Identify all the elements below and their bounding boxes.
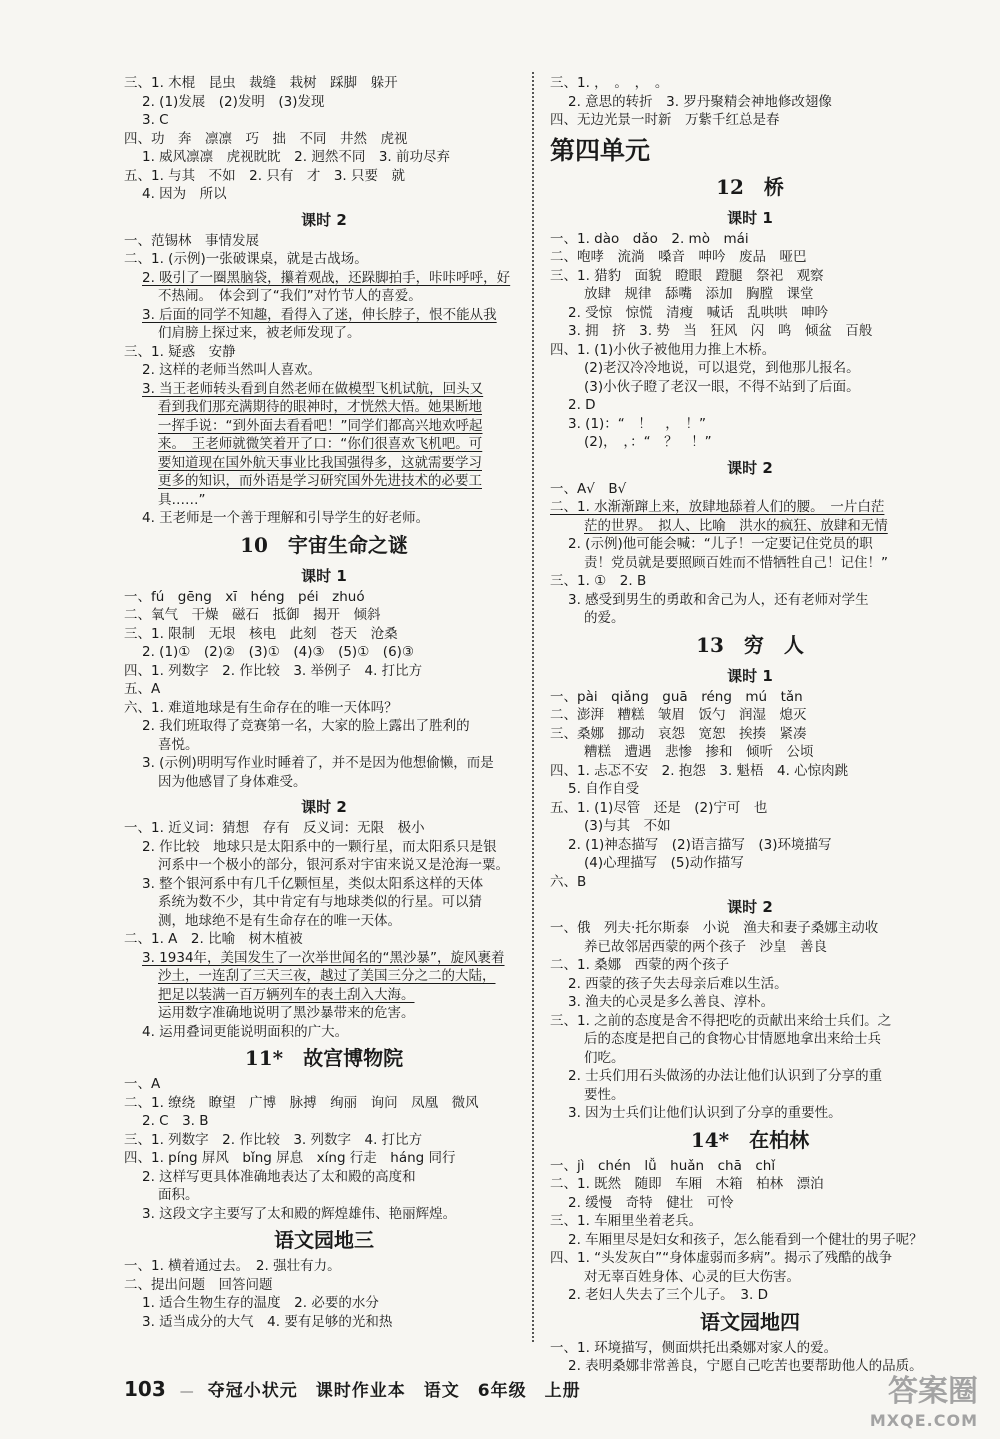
answer-line: 2. D <box>568 397 596 413</box>
section-heading: 11* 故宫博物院 <box>244 1046 404 1070</box>
answer-line: 五、1. (1)尽管 还是 (2)宁可 也 <box>550 799 768 816</box>
answer-line: 糟糕 遭遇 悲惨 掺和 倾听 公顷 <box>584 744 814 760</box>
answer-line: 一、fú gēng xī héng péi zhuó <box>124 588 365 605</box>
answer-line: 后的态度是把自己的食物心甘情愿地拿出来给士兵 <box>584 1031 881 1047</box>
answer-line: 一、A <box>124 1076 161 1092</box>
answer-line: 一、1. dào dǎo 2. mò mái <box>550 230 749 247</box>
answer-line: 3. 适当成分的大气 4. 要有足够的光和热 <box>142 1313 393 1330</box>
section-heading: 13 穷 人 <box>696 632 804 657</box>
answer-line: 三、1. 之前的态度是舍不得把吃的贡献出来给士兵们。之 <box>550 1012 892 1029</box>
answer-line: 3. C <box>142 112 169 128</box>
answer-line: 2. 西蒙的孩子失去母亲后难以生活。 <box>568 975 788 992</box>
answer-line: 四、1. “头发灰白”“身体虚弱而多病”。揭示了残酷的战争 <box>550 1250 893 1266</box>
section-heading: 语文园地三 <box>274 1228 374 1252</box>
answer-line: 四、1. 忐忑不安 2. 抱怨 3. 魁梧 4. 心惊肉跳 <box>550 762 849 779</box>
answer-line: (3)小伙子瞪了老汉一眼，不得不站到了后面。 <box>584 378 860 395</box>
answer-line: 2. 老妇人失去了三个儿子。 3. D <box>568 1287 768 1303</box>
answer-line: 4. 运用叠词更能说明面积的广大。 <box>142 1023 349 1040</box>
answer-line: 3. 拥 挤 3. 势 当 狂风 闪 鸣 倾盆 百般 <box>568 323 873 339</box>
answer-line: 五、1. 与其 不如 2. 只有 才 3. 只要 就 <box>124 167 406 184</box>
answer-line: 四、1. (1)小伙子被他用力推上木桥。 <box>550 341 776 358</box>
answer-line: (3)与其 不如 <box>584 818 671 834</box>
answer-line: (2)老汉冷冷地说，可以退党，到他那儿报名。 <box>584 360 860 376</box>
answer-line: 测，地球绝不是有生命存在的唯一天体。 <box>158 912 401 929</box>
answer-line: 1. 威风凛凛 虎视眈眈 2. 迥然不同 3. 前功尽弃 <box>142 149 451 165</box>
answer-line: 要知道现在国外航天事业比我国强得多，这就需要学习 <box>158 454 482 471</box>
answer-line: 因为他感冒了身体难受。 <box>158 773 307 790</box>
section-heading: 课时 2 <box>727 458 773 477</box>
answer-line: 2. (1)神态描写 (2)语言描写 (3)环境描写 <box>568 836 832 853</box>
answer-line: 四、功 奔 凛凛 巧 拙 不同 井然 虎视 <box>124 130 408 147</box>
answer-line: 三、1. ① 2. B <box>550 573 647 589</box>
answer-line: 二、1. 水渐渐蹿上来，放肆地舔着人们的腰。 一片白茫 <box>550 499 885 515</box>
answer-line: 2. 表明桑娜非常善良，宁愿自己吃苦也要帮助他人的品质。 <box>568 1358 923 1374</box>
answer-line: 3. 1934年，美国发生了一次举世闻名的“黑沙暴”，旋风裹着 <box>142 949 505 966</box>
watermark-main: 答案圈 <box>888 1374 978 1409</box>
page-number: 103 <box>124 1377 166 1401</box>
answer-line: 3. 渔夫的心灵是多么善良、淳朴。 <box>568 994 775 1010</box>
answer-line: 四、1. píng 屏风 bǐng 屏息 xíng 行走 háng 同行 <box>124 1150 456 1166</box>
answer-line: 2. (1)① (2)② (3)① (4)③ (5)① (6)③ <box>142 644 415 660</box>
answer-line: 3. (示例)明明写作业时睡着了，并不是因为他想偷懒，而是 <box>142 755 494 771</box>
answer-line: 三、1. ， 。 ， 。 <box>550 75 669 91</box>
answer-line: 三、1. 木棍 昆虫 裁缝 栽树 踩脚 躲开 <box>124 75 398 91</box>
answer-line: 茫的世界。 拟人、比喻 洪水的疯狂、放肆和无情 <box>584 517 888 534</box>
answer-line: 2. 我们班取得了竞赛第一名，大家的脸上露出了胜利的 <box>142 718 470 734</box>
section-heading: 课时 2 <box>301 210 347 229</box>
column-divider <box>532 72 534 1342</box>
answer-line: 2. 意思的转折 3. 罗丹聚精会神地修改翅像 <box>568 93 832 110</box>
answer-line: 4. 王老师是一个善于理解和引导学生的好老师。 <box>142 510 430 526</box>
answer-line: 2. 士兵们用石头做汤的办法让他们认识到了分享的重 <box>568 1068 883 1084</box>
answer-line: 三、桑娜 挪动 哀怨 宽恕 挨揍 紧凑 <box>550 725 807 742</box>
section-heading: 10 宇宙生命之谜 <box>240 532 408 557</box>
answer-line: 2. (示例)他可能会喊：“儿子！一定要记住党员的职 <box>568 536 873 552</box>
answer-line: 河系中一个极小的部分，银河系对宇宙来说又是沧海一粟。 <box>158 857 509 873</box>
answer-line: 面积。 <box>158 1187 199 1203</box>
answer-line: 2. (1)发展 (2)发明 (3)发现 <box>142 93 325 110</box>
answer-line: 一、1. 环境描写，侧面烘托出桑娜对家人的爱。 <box>550 1339 838 1356</box>
answer-line: (2)， ，：“ ？ ！” <box>584 434 712 450</box>
answer-line: 要性。 <box>584 1086 625 1103</box>
answer-line: 三、1. 疑惑 安静 <box>124 343 236 360</box>
answer-line: 一、pài qiǎng guā réng mú tǎn <box>550 688 803 705</box>
left-column <box>124 74 524 1331</box>
section-heading: 课时 2 <box>301 798 347 816</box>
answer-line: (4)心理描写 (5)动作描写 <box>584 855 744 871</box>
answer-line: 1. 适合生物生存的温度 2. 必要的水分 <box>142 1295 379 1311</box>
section-heading: 课时 1 <box>301 566 347 585</box>
answer-line: 二、1. 缭绕 瞭望 广博 脉搏 绚丽 询问 凤凰 微风 <box>124 1094 479 1111</box>
answer-line: 对无辜百姓身体、心灵的巨大伤害。 <box>584 1268 800 1285</box>
answer-line: 三、1. 列数字 2. 作比较 3. 列数字 4. 打比方 <box>124 1131 423 1148</box>
section-heading: 课时 1 <box>727 666 773 685</box>
answer-line: 3. 这段文字主要写了太和殿的辉煌雄伟、艳丽辉煌。 <box>142 1205 457 1222</box>
answer-line: 放肆 规律 舔嘴 添加 胸膛 课堂 <box>584 286 814 302</box>
answer-line: 把足以装满一百万辆列车的表土刮入大海。 <box>158 986 415 1003</box>
answer-line: 二、1. 桑娜 西蒙的两个孩子 <box>550 957 730 973</box>
answer-line: 一挥手说：“到外面去看看吧！”同学们都高兴地欢呼起 <box>158 417 483 434</box>
answer-line: 二、1. 既然 随即 车厢 木箱 柏林 漂泊 <box>550 1176 824 1192</box>
answer-line: 系统为数不少，其中肯定有与地球类似的行星。可以猜 <box>158 894 482 910</box>
answer-line: 们吃。 <box>584 1049 625 1066</box>
answer-line: 2. 受惊 惊慌 清瘦 喊话 乱哄哄 呻吟 <box>568 304 829 321</box>
answer-line: 一、范锡林 事情发展 <box>124 232 259 249</box>
answer-line: 的爱。 <box>584 610 625 626</box>
watermark-logo <box>808 1372 978 1430</box>
answer-line: 不热闹。 体会到了“我们”对竹节人的喜爱。 <box>158 288 422 304</box>
section-heading: 课时 1 <box>727 208 773 227</box>
answer-line: 运用数字准确地说明了黑沙暴带来的危害。 <box>158 1005 415 1021</box>
right-column <box>550 74 950 1376</box>
section-heading: 12 桥 <box>716 174 784 199</box>
watermark-url: MXQE.COM <box>869 1411 978 1430</box>
answer-line: 3. 后面的同学不知趣，看得入了迷，伸长脖子，恨不能从我 <box>142 306 497 323</box>
answer-line: 养已故邻居西蒙的两个孩子 沙皇 善良 <box>584 938 827 955</box>
answer-line: 2. 这样写更具体准确地表达了太和殿的高度和 <box>142 1168 416 1185</box>
answer-line: 沙土，一连刮了三天三夜，越过了美国三分之二的大陆， <box>158 968 496 984</box>
answer-line: 一、俄 列夫·托尔斯泰 小说 渔夫和妻子桑娜主动收 <box>550 920 879 936</box>
answer-line: 2. 缓慢 奇特 健壮 可怜 <box>568 1194 734 1211</box>
answer-line: 四、无边光景一时新 万紫千红总是春 <box>550 112 780 128</box>
answer-line: 们肩膀上探过来，被老师发现了。 <box>158 325 361 341</box>
answer-line: 更多的知识，而外语是学习研究国外先进技术的必要工 <box>158 473 482 489</box>
answer-line: 五、A <box>124 681 161 697</box>
answer-line: 一、A√ B√ <box>550 480 627 497</box>
answer-line: 喜悦。 <box>158 736 199 753</box>
answer-line: 二、氧气 干燥 磁石 抵御 揭开 倾斜 <box>124 607 381 623</box>
answer-line: 看到我们那充满期待的眼神时，才恍然大悟。她果断地 <box>158 399 482 415</box>
answer-line: 来。 王老师就微笑着开了口：“你们很喜欢飞机吧。可 <box>158 436 483 452</box>
answer-line: 二、1. (示例)一张破课桌，就是古战场。 <box>124 251 368 267</box>
section-heading: 第四单元 <box>550 135 651 165</box>
answer-line: 六、B <box>550 873 587 890</box>
answer-line: 四、1. 列数字 2. 作比较 3. 举例子 4. 打比方 <box>124 662 423 679</box>
answer-line: 一、1. 近义词：猜想 存有 反义词：无限 极小 <box>124 820 425 836</box>
answer-line: 3. 因为士兵们让他们认识到了分享的重要性。 <box>568 1105 842 1121</box>
answer-line: 一、1. 横着通过去。 2. 强壮有力。 <box>124 1258 341 1274</box>
section-heading: 课时 2 <box>727 898 773 916</box>
section-heading: 语文园地四 <box>700 1309 800 1334</box>
answer-line: 三、1. 车厢里坐着老兵。 <box>550 1213 703 1229</box>
answer-line: 2. 这样的老师当然叫人喜欢。 <box>142 362 322 378</box>
answer-line: 一、jì chén lǚ huǎn chā chǐ <box>550 1157 776 1174</box>
answer-line: 具……” <box>158 491 206 508</box>
answer-line: 3. 感受到男生的勇敢和舍己为人，还有老师对学生 <box>568 591 869 608</box>
answer-line: 2. 吸引了一圈黑脑袋，攥着观战，还跺脚拍手，咔咔呼呼，好 <box>142 269 511 286</box>
answer-line: 4. 因为 所以 <box>142 186 227 202</box>
section-heading: 14* 在柏林 <box>690 1127 810 1152</box>
answer-line: 二、澎湃 糟糕 皱眉 饭勺 润湿 熄灭 <box>550 707 807 723</box>
answer-line: 责！党员就是要照顾百姓而不惜牺牲自己！记住！” <box>584 554 888 571</box>
answer-line: 3. 当王老师转头看到自然老师在做模型飞机试航，回头又 <box>142 380 484 397</box>
answer-line: 3. 整个银河系中有几千亿颗恒星，类似太阳系这样的天体 <box>142 875 484 892</box>
answer-line: 二、提出问题 回答问题 <box>124 1276 273 1293</box>
answer-line: 2. 作比较 地球只是太阳系中的一颗行星，而太阳系只是银 <box>142 838 497 855</box>
answer-line: 2. C 3. B <box>142 1113 209 1129</box>
answer-line: 三、1. 猎豹 面貌 瞪眼 蹬腿 祭祀 观察 <box>550 267 824 284</box>
answer-line: 二、咆哮 流淌 嗓音 呻吟 废品 哑巴 <box>550 249 807 265</box>
answer-line: 5. 自作自受 <box>568 781 640 797</box>
answer-line: 六、1. 难道地球是有生命存在的唯一天体吗？ <box>124 699 398 716</box>
book-title: 夺冠小状元 课时作业本 语文 6年级 上册 <box>207 1381 581 1401</box>
answer-line: 三、1. 限制 无垠 核电 此刻 苍天 沧桑 <box>124 625 398 642</box>
answer-line: 2. 车厢里尽是妇女和孩子，怎么能看到一个健壮的男子呢？ <box>568 1231 923 1248</box>
footer-separator: — <box>179 1384 194 1400</box>
answer-line: 3. (1)：“ ！ ， ！” <box>568 415 707 432</box>
answer-line: 二、1. A 2. 比喻 树木植被 <box>124 931 303 947</box>
page-footer <box>124 1376 581 1401</box>
